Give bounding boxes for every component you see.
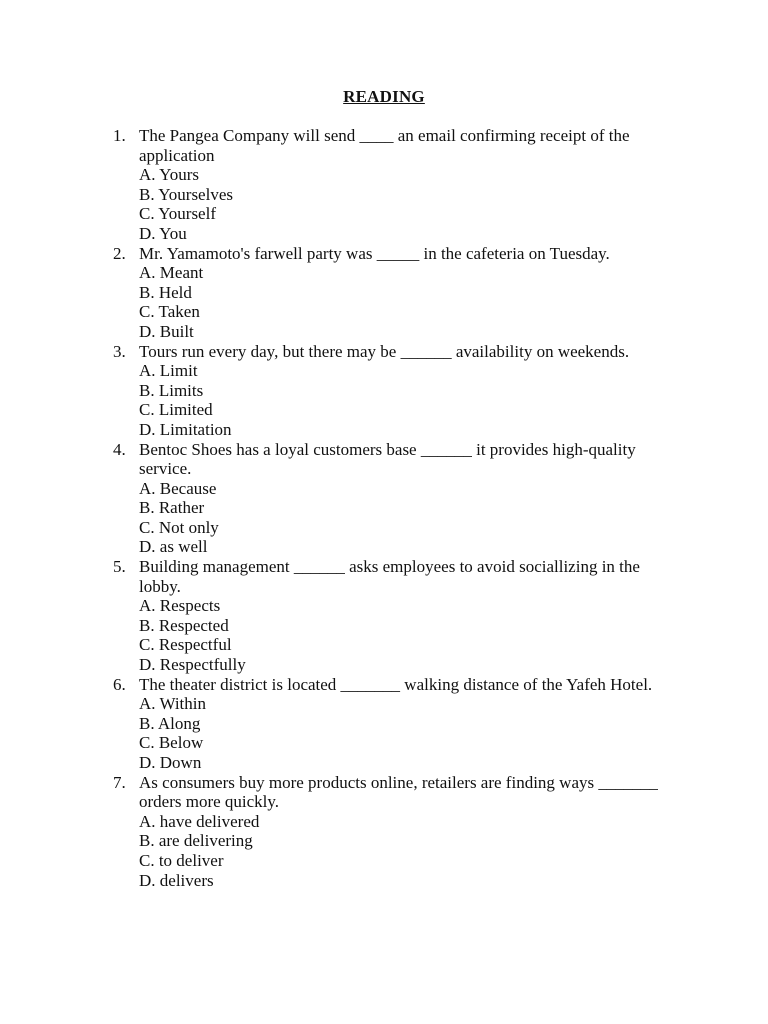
option-c: C. Limited xyxy=(139,400,213,420)
question-body xyxy=(139,557,673,675)
question-text: As consumers buy more products online, retailers are finding ways _______ orders more quickly. xyxy=(139,772,658,812)
option-a: A. Meant xyxy=(139,263,204,283)
option-b: B. Limits xyxy=(139,380,204,400)
option-a: A. Within xyxy=(139,694,207,714)
option-d: D. Limitation xyxy=(139,419,232,439)
question-number: 7. xyxy=(113,772,126,792)
question-text: Bentoc Shoes has a loyal customers base ______ it provides high-quality service. xyxy=(139,439,636,479)
question-list xyxy=(113,126,673,890)
question-6 xyxy=(113,675,673,773)
option-b: B. Rather xyxy=(139,498,205,518)
question-body xyxy=(139,440,673,558)
option-b: B. Yourselves xyxy=(139,184,233,204)
option-b: B. are delivering xyxy=(139,831,253,851)
option-b: B. Respected xyxy=(139,615,229,635)
option-c: C. Taken xyxy=(139,302,200,322)
question-1 xyxy=(113,126,673,244)
question-4 xyxy=(113,440,673,558)
question-number: 1. xyxy=(113,126,126,145)
question-number: 5. xyxy=(113,557,126,577)
option-c: C. Yourself xyxy=(139,204,216,224)
option-c: C. Not only xyxy=(139,517,219,537)
option-b: B. Held xyxy=(139,282,192,302)
question-text: The Pangea Company will send ____ an email confirming receipt of the application xyxy=(139,126,630,165)
page-title: READING xyxy=(343,87,425,106)
option-c: C. Respectful xyxy=(139,635,232,655)
question-body xyxy=(139,126,673,244)
question-text: The theater district is located _______ walking distance of the Yafeh Hotel. xyxy=(139,674,653,694)
question-number: 6. xyxy=(113,674,126,694)
option-d: D. Built xyxy=(139,321,194,341)
option-d: D. Respectfully xyxy=(139,655,246,675)
option-d: D. delivers xyxy=(139,870,214,890)
question-5 xyxy=(113,557,673,675)
question-2 xyxy=(113,244,673,342)
option-c: C. Below xyxy=(139,733,204,753)
option-d: D. You xyxy=(139,223,187,243)
question-3 xyxy=(113,342,673,440)
question-number: 4. xyxy=(113,439,126,459)
option-a: A. have delivered xyxy=(139,811,260,831)
option-a: A. Limit xyxy=(139,361,198,381)
question-body xyxy=(139,342,673,440)
question-text: Mr. Yamamoto's farwell party was _____ in the cafeteria on Tuesday. xyxy=(139,243,610,263)
question-body xyxy=(139,675,673,773)
option-d: D. as well xyxy=(139,537,208,557)
option-c: C. to deliver xyxy=(139,850,224,870)
option-b: B. Along xyxy=(139,713,201,733)
option-a: A. Because xyxy=(139,478,217,498)
question-text: Tours run every day, but there may be ______ availability on weekends. xyxy=(139,341,630,361)
question-body xyxy=(139,244,673,342)
question-7 xyxy=(113,773,673,891)
question-text: Building management ______ asks employees to avoid sociallizing in the lobby. xyxy=(139,557,640,596)
option-d: D. Down xyxy=(139,753,202,772)
option-a: A. Yours xyxy=(139,165,199,185)
question-body xyxy=(139,773,673,891)
question-number: 2. xyxy=(113,243,126,263)
option-a: A. Respects xyxy=(139,596,221,616)
question-number: 3. xyxy=(113,341,126,361)
